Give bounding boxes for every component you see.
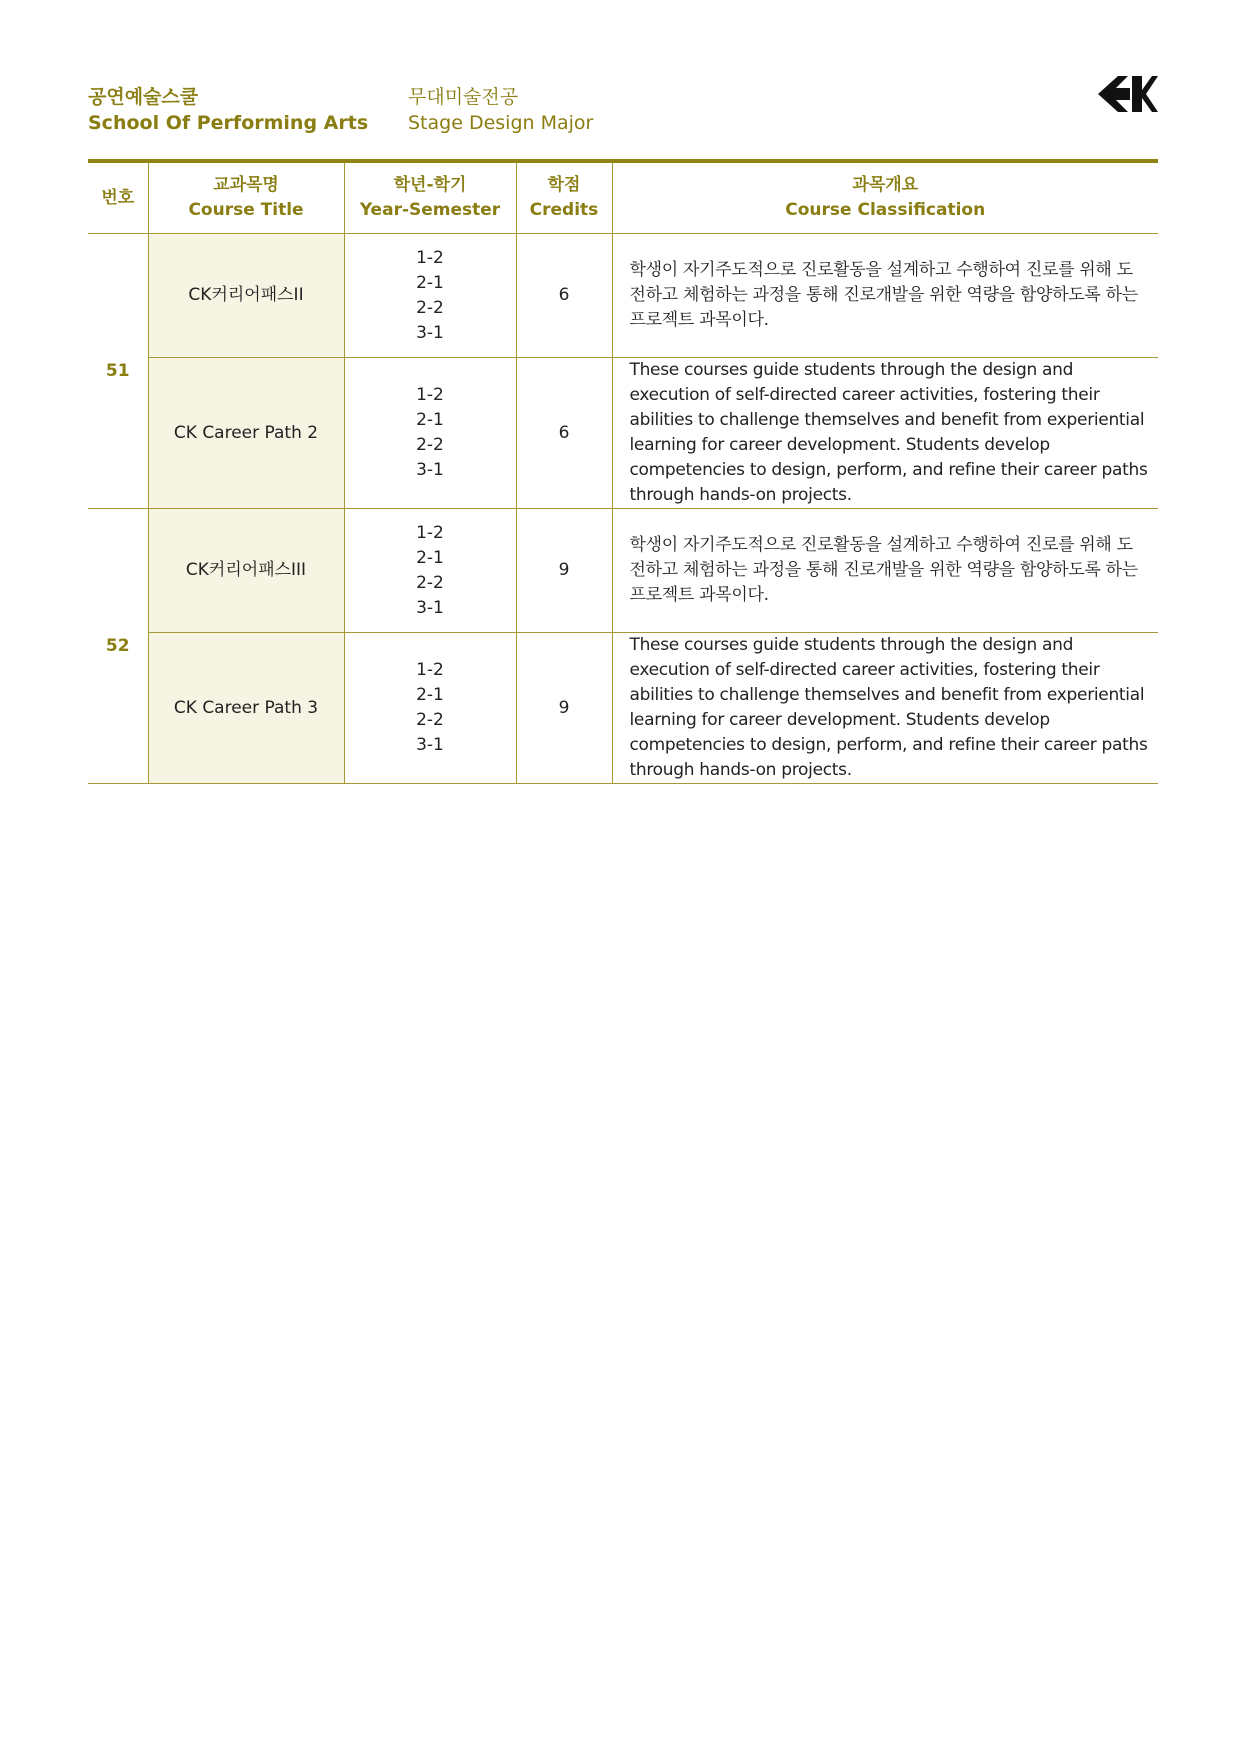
- course-title: CK Career Path 3: [148, 633, 344, 784]
- table-row: [88, 633, 1158, 784]
- year-semester: 1-2 2-1 2-2 3-1: [344, 509, 516, 633]
- course-description: These courses guide students through the design and execution of self-directed career activities, fostering their abilities to challenge themselves and benefit from experiential learning for career development. Students develop competencies to design, perform, and refine their career paths through hands-on projects.: [612, 633, 1158, 784]
- ck-logo-icon: [1096, 72, 1158, 116]
- course-description: 학생이 자기주도적으로 진로활동을 설계하고 수행하여 진로를 위해 도전하고 체험하는 과정을 통해 진로개발을 위한 역량을 함양하도록 하는 프로젝트 과목이다.: [612, 509, 1158, 633]
- school-name-ko: 공연예술스쿨: [88, 86, 199, 108]
- school-name-en: School Of Performing Arts: [88, 112, 369, 134]
- table-row: [88, 509, 1158, 633]
- school-name: [88, 84, 368, 136]
- header-credits: 학점 Credits: [516, 163, 612, 234]
- course-table: [88, 163, 1158, 784]
- page-header: [88, 84, 1158, 154]
- course-number: 52: [88, 509, 148, 784]
- credits: 6: [516, 234, 612, 358]
- course-title: CK Career Path 2: [148, 358, 344, 509]
- credits: 6: [516, 358, 612, 509]
- course-description: 학생이 자기주도적으로 진로활동을 설계하고 수행하여 진로를 위해 도전하고 체험하는 과정을 통해 진로개발을 위한 역량을 함양하도록 하는 프로젝트 과목이다.: [612, 234, 1158, 358]
- course-description: These courses guide students through the design and execution of self-directed career activities, fostering their abilities to challenge themselves and benefit from experiential learning for career development. Students develop competencies to design, perform, and refine their career paths through hands-on projects.: [612, 358, 1158, 509]
- header-year-semester: 학년-학기 Year-Semester: [344, 163, 516, 234]
- major-name-ko: 무대미술전공: [408, 86, 519, 108]
- major-name-en: Stage Design Major: [408, 112, 594, 134]
- year-semester: 1-2 2-1 2-2 3-1: [344, 633, 516, 784]
- table-row: [88, 234, 1158, 358]
- header-course-title: 교과목명 Course Title: [148, 163, 344, 234]
- credits: 9: [516, 509, 612, 633]
- course-number: 51: [88, 234, 148, 509]
- credits: 9: [516, 633, 612, 784]
- table-row: [88, 358, 1158, 509]
- year-semester: 1-2 2-1 2-2 3-1: [344, 358, 516, 509]
- year-semester: 1-2 2-1 2-2 3-1: [344, 234, 516, 358]
- header-course-classification: 과목개요 Course Classification: [612, 163, 1158, 234]
- course-title: CK커리어패스III: [148, 509, 344, 633]
- header-number: 번호: [88, 163, 148, 234]
- course-title: CK커리어패스II: [148, 234, 344, 358]
- major-name: [408, 84, 593, 136]
- table-header-row: [88, 163, 1158, 234]
